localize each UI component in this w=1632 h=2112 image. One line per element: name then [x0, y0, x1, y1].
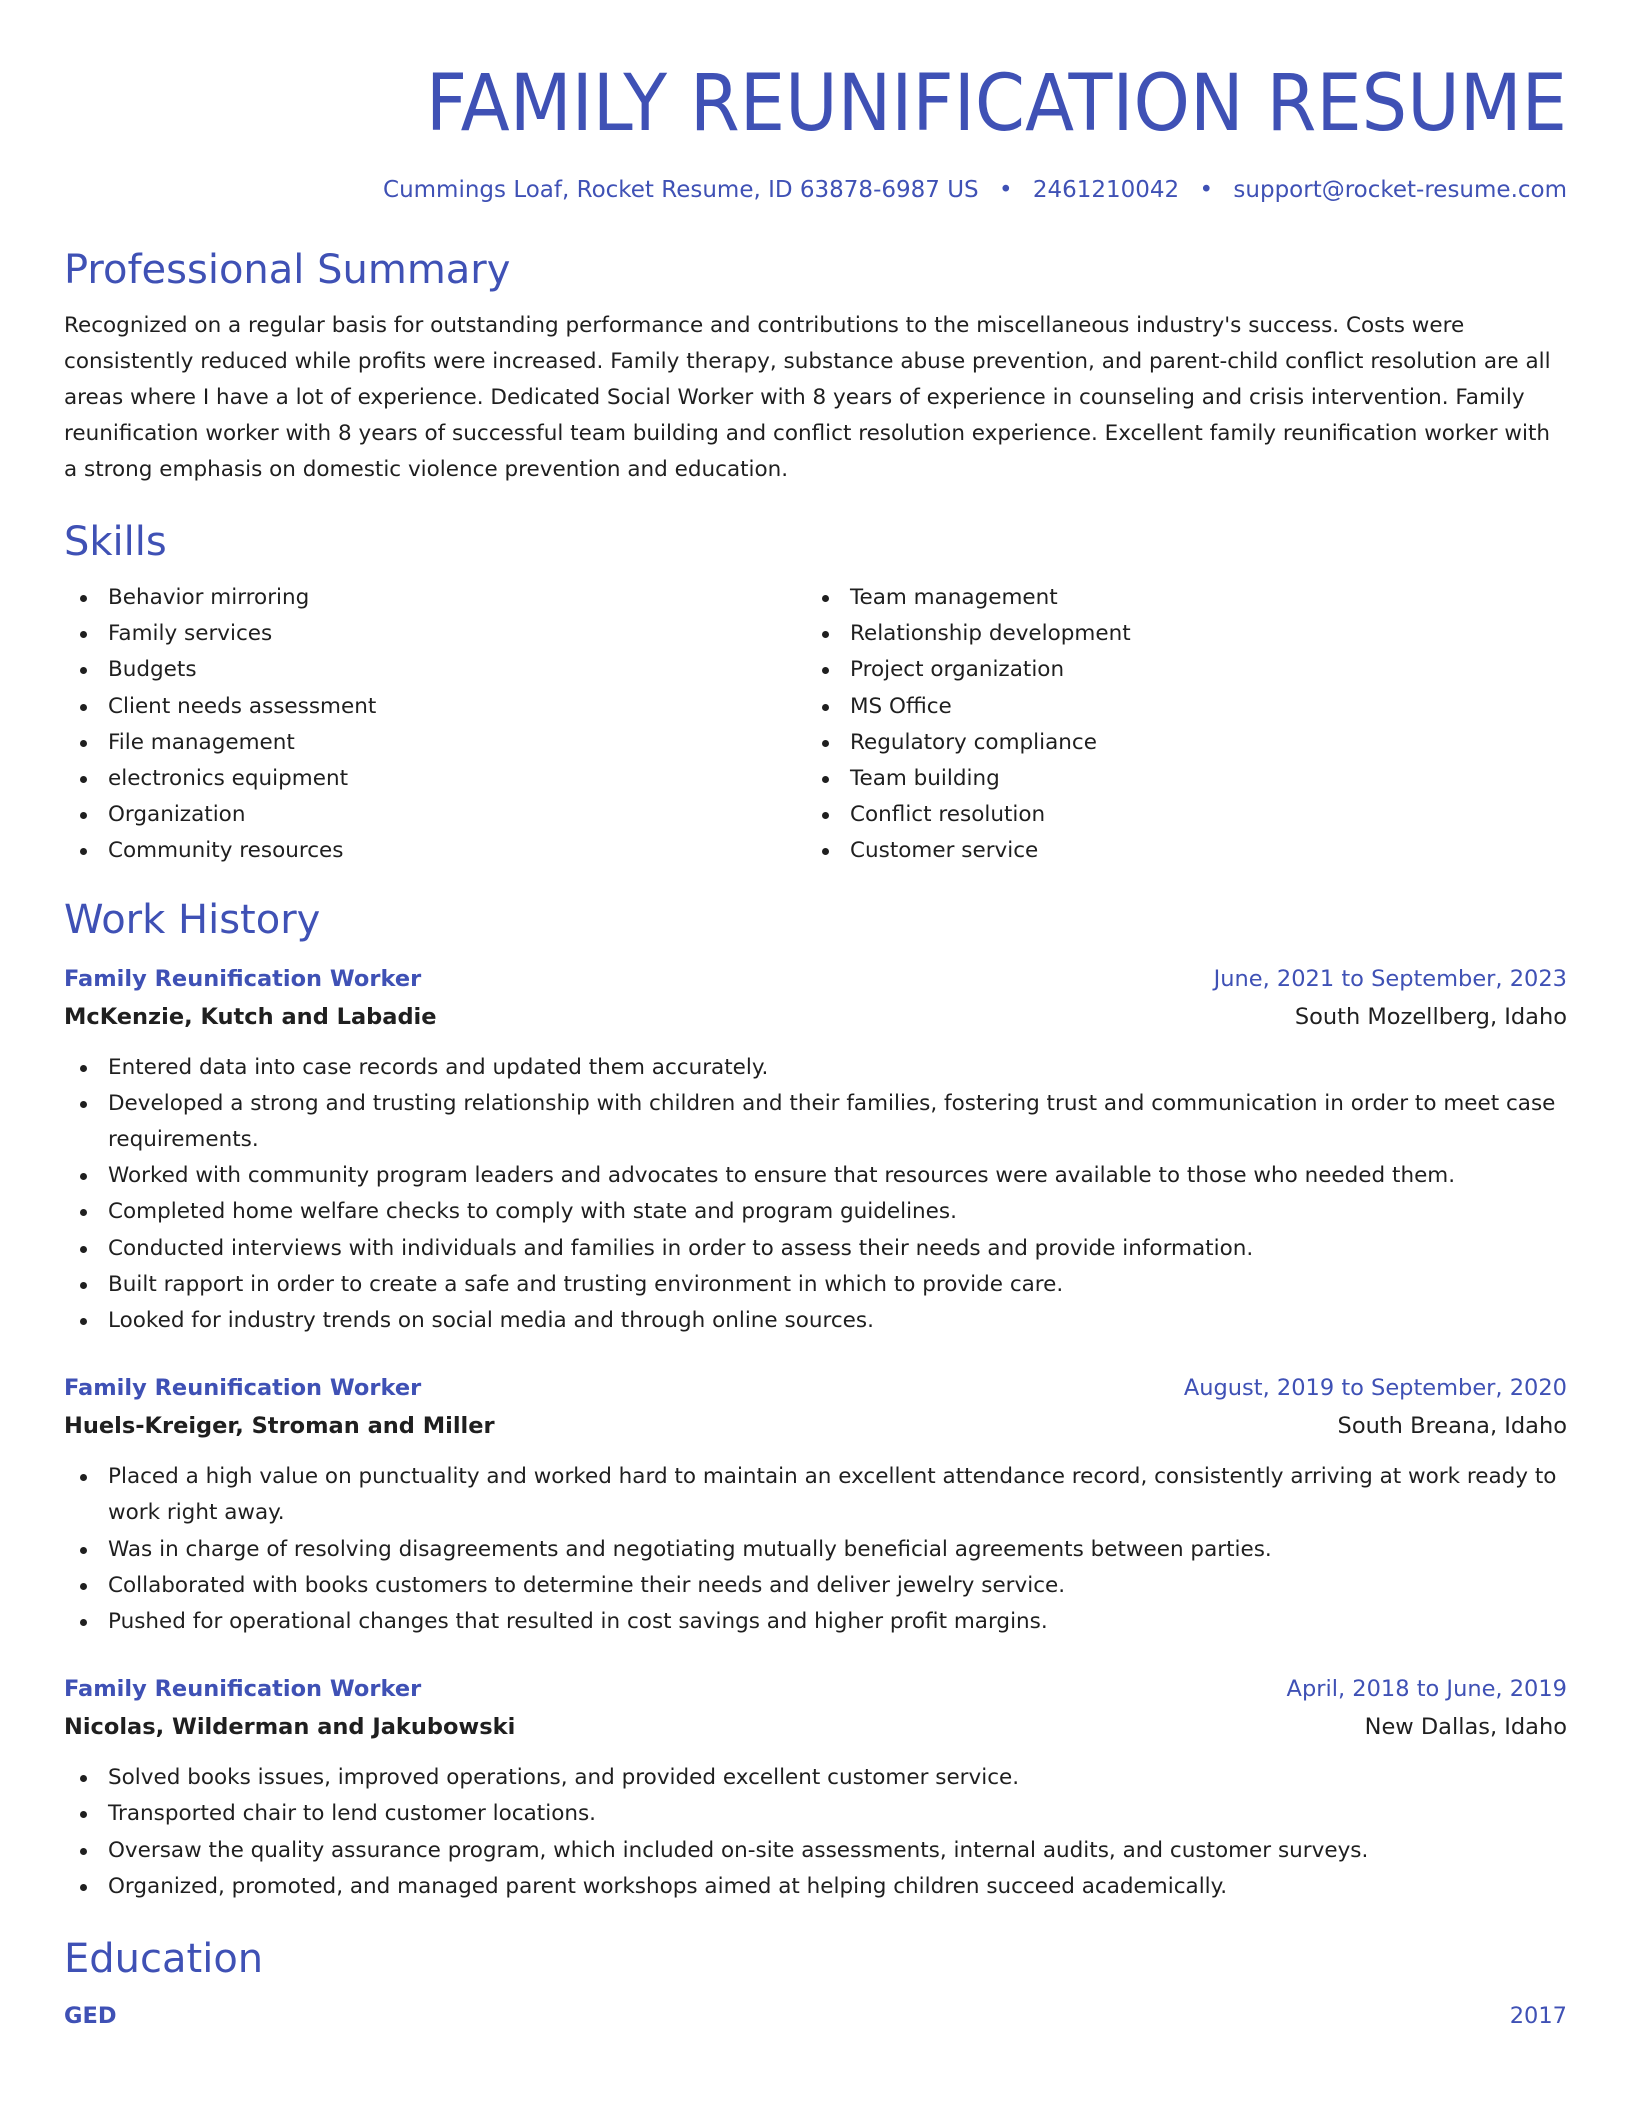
job-bullet: Entered data into case records and updated them accurately.: [64, 1050, 1567, 1086]
job-dates: August, 2019 to September, 2020: [1183, 1375, 1567, 1402]
job-bullet: Collaborated with books customers to determine their needs and deliver jewelry service.: [64, 1568, 1567, 1604]
education-year: 2017: [1509, 2003, 1567, 2030]
work-history-section: [64, 894, 1567, 1905]
contact-separator: •: [1199, 177, 1214, 203]
skill-item: Community resources: [64, 833, 806, 869]
job-header-row: [64, 960, 1567, 998]
section-heading: Work History: [64, 896, 321, 943]
job-title: Family Reunification Worker: [64, 965, 422, 992]
job-bullet: Looked for industry trends on social media and through online sources.: [64, 1303, 1567, 1339]
job-company-row: [64, 1407, 1567, 1445]
job-bullet: Solved books issues, improved operations, and provided excellent customer service.: [64, 1760, 1567, 1796]
job-dates: April, 2018 to June, 2019: [1286, 1676, 1567, 1703]
education-section: [64, 1933, 1567, 2035]
job-title: Family Reunification Worker: [64, 1676, 422, 1703]
skills-column-left: [64, 580, 806, 870]
job-bullets: [64, 1760, 1567, 1905]
contact-separator: •: [998, 177, 1013, 203]
skill-item: Team building: [806, 761, 1548, 797]
resume-page: [64, 0, 1567, 2035]
skill-item: Team management: [806, 580, 1548, 616]
job-bullet: Completed home welfare checks to comply with state and program guidelines.: [64, 1194, 1567, 1230]
section-heading: Professional Summary: [64, 247, 511, 293]
skill-item: electronics equipment: [64, 761, 806, 797]
job-bullet: Organized, promoted, and managed parent workshops aimed at helping children succeed academically.: [64, 1869, 1567, 1905]
skill-item: Organization: [64, 797, 806, 833]
job-bullets: [64, 1050, 1567, 1340]
education-degree: GED: [64, 2003, 117, 2030]
professional-summary-section: [64, 244, 1567, 488]
contact-phone: 2461210042: [1032, 177, 1180, 203]
skill-item: Project organization: [806, 652, 1548, 688]
job-bullet: Pushed for operational changes that resulted in cost savings and higher profit margins.: [64, 1604, 1567, 1640]
job-header-row: [64, 1670, 1567, 1708]
job-company: Huels-Kreiger, Stroman and Miller: [64, 1413, 495, 1440]
contact-line: [64, 172, 1567, 208]
skill-item: Conflict resolution: [806, 797, 1548, 833]
job-company: Nicolas, Wilderman and Jakubowski: [64, 1714, 516, 1741]
skill-item: Client needs assessment: [64, 689, 806, 725]
job-entry: [64, 1670, 1567, 1905]
job-bullet: Conducted interviews with individuals and families in order to assess their needs and provide information.: [64, 1231, 1567, 1267]
job-bullet: Worked with community program leaders and advocates to ensure that resources were available to those who needed them.: [64, 1158, 1567, 1194]
job-bullet: Was in charge of resolving disagreements and negotiating mutually beneficial agreements between parties.: [64, 1532, 1567, 1568]
job-company-row: [64, 998, 1567, 1036]
job-company: McKenzie, Kutch and Labadie: [64, 1003, 437, 1030]
job-bullet: Transported chair to lend customer locations.: [64, 1796, 1567, 1832]
skill-item: Relationship development: [806, 616, 1548, 652]
job-bullet: Built rapport in order to create a safe and trusting environment in which to provide care.: [64, 1267, 1567, 1303]
job-bullet: Oversaw the quality assurance program, which included on-site assessments, internal audits, and customer surveys.: [64, 1833, 1567, 1869]
resume-title: FAMILY REUNIFICATION RESUME: [425, 59, 1567, 149]
job-entry: [64, 960, 1567, 1340]
skills-column-right: [806, 580, 1548, 870]
education-row: [64, 1997, 1567, 2035]
section-heading: Education: [64, 1936, 264, 1983]
skill-item: Budgets: [64, 652, 806, 688]
section-heading: Skills: [64, 519, 167, 565]
contact-address: Cummings Loaf, Rocket Resume, ID 63878-6987 US: [383, 177, 979, 203]
skill-item: MS Office: [806, 689, 1548, 725]
contact-email: support@rocket-resume.com: [1233, 177, 1567, 203]
job-header-row: [64, 1369, 1567, 1407]
skill-item: Customer service: [806, 833, 1548, 869]
job-company-row: [64, 1708, 1567, 1746]
skills-grid: [64, 580, 1567, 870]
job-location: New Dallas, Idaho: [1364, 1714, 1567, 1741]
job-title: Family Reunification Worker: [64, 1375, 422, 1402]
job-entry: [64, 1369, 1567, 1640]
job-dates: June, 2021 to September, 2023: [1213, 965, 1567, 992]
job-location: South Breana, Idaho: [1337, 1413, 1567, 1440]
job-location: South Mozellberg, Idaho: [1294, 1003, 1567, 1030]
skill-item: Behavior mirroring: [64, 580, 806, 616]
job-bullets: [64, 1459, 1567, 1640]
skills-section: [64, 516, 1567, 870]
skill-item: File management: [64, 725, 806, 761]
skill-item: Regulatory compliance: [806, 725, 1548, 761]
job-bullet: Developed a strong and trusting relationship with children and their families, fostering trust and communication in order to meet case requirements.: [64, 1086, 1567, 1158]
job-bullet: Placed a high value on punctuality and worked hard to maintain an excellent attendance record, consistently arriving at work ready to work right away.: [64, 1459, 1567, 1531]
summary-text: Recognized on a regular basis for outstanding performance and contributions to the miscellaneous industry's success. Costs were consistently reduced while profits were increased. Family therapy, substance abuse prevention, and parent-child conflict resolution are all areas where I have a lot of experience. Dedicated Social Worker with 8 years of experience in counseling and crisis intervention. Family reunification worker with 8 years of successful team building and conflict resolution experience. Excellent family reunification worker with a strong emphasis on domestic violence prevention and education.: [64, 313, 1551, 482]
skill-item: Family services: [64, 616, 806, 652]
